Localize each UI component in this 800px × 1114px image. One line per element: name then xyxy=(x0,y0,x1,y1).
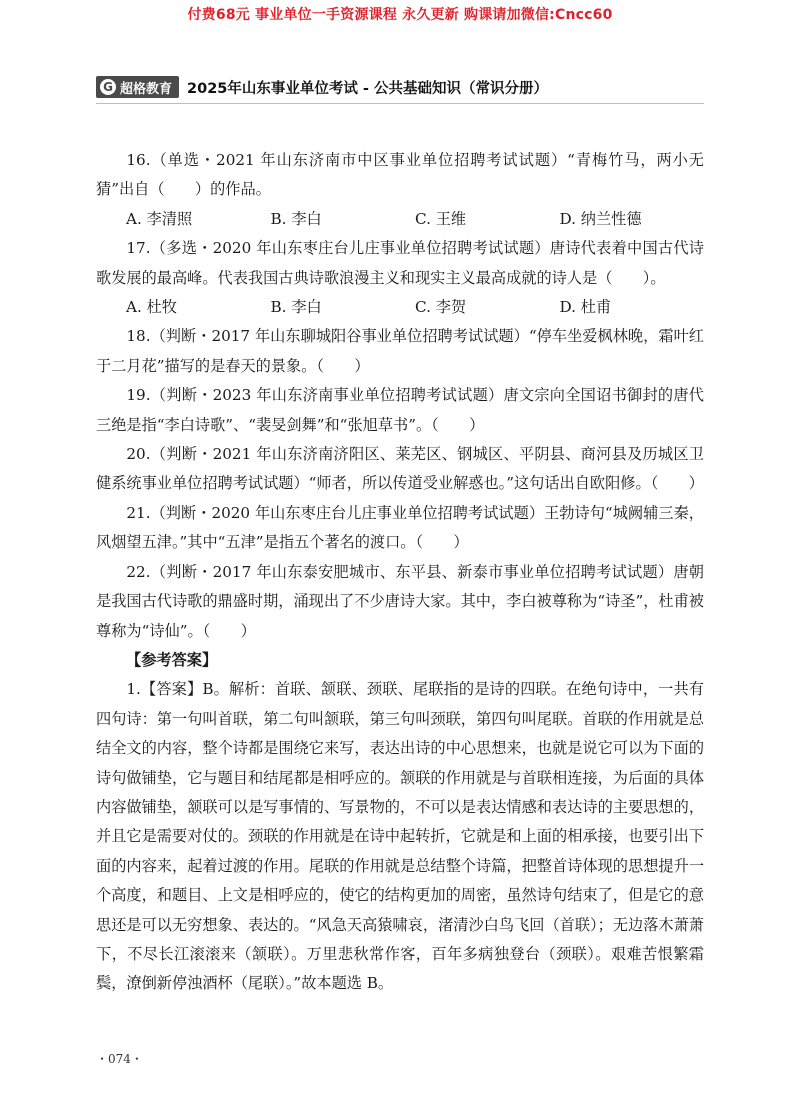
question-22: 22.（判断・2017 年山东泰安肥城市、东平县、新泰市事业单位招聘考试试题）唐朝是我国古代诗歌的鼎盛时期，涌现出了不少唐诗大家。其中，李白被尊称为“诗圣”，杜甫被尊称为“诗仙”。（ ） xyxy=(96,562,704,640)
option-c: C. 李贺 xyxy=(415,298,467,317)
option-d: D. 杜甫 xyxy=(559,298,612,317)
logo-text: 超格教育 xyxy=(120,81,173,97)
brand-logo xyxy=(96,76,179,98)
logo-mark-icon: G xyxy=(100,79,116,95)
option-c: C. 王维 xyxy=(415,209,467,228)
option-b: B. 李白 xyxy=(270,298,322,317)
question-21: 21.（判断・2020 年山东枣庄台儿庄事业单位招聘考试试题）王勃诗句“城阙辅三秦，风烟望五津。”其中“五津”是指五个著名的渡口。（ ） xyxy=(96,503,704,552)
option-a: A. 杜牧 xyxy=(126,298,177,317)
promo-banner: 付费68元 事业单位一手资源课程 永久更新 购课请加微信:Cncc60 xyxy=(187,7,613,23)
header-divider xyxy=(96,103,704,104)
option-a: A. 李清照 xyxy=(126,209,193,228)
question-18: 18.（判断・2017 年山东聊城阳谷事业单位招聘考试试题）“停车坐爱枫林晚，霜叶红于二月花”描写的是春天的景象。（ ） xyxy=(96,327,704,375)
option-d: D. 纳兰性德 xyxy=(559,209,642,228)
option-b: B. 李白 xyxy=(270,209,322,228)
header-title: 2025年山东事业单位考试 - 公共基础知识（常识分册） xyxy=(187,80,548,97)
page-header xyxy=(96,73,704,101)
question-19: 19.（判断・2023 年山东济南事业单位招聘考试试题）唐文宗向全国诏书御封的唐代三绝是指“李白诗歌”、“裴旻剑舞”和“张旭草书”。（ ） xyxy=(96,386,704,434)
page-number: ・074・ xyxy=(96,1052,143,1066)
answer-heading: 【参考答案】 xyxy=(126,650,218,669)
answer-1: 1.【答案】B。解析：首联、颔联、颈联、尾联指的是诗的四联。在绝句诗中，一共有四句诗：第一句叫首联，第二句叫颔联，第三句叫颈联，第四句叫尾联。首联的作用就是总结全文的内容，整个诗都是围绕它来写，表达出诗的中心思想来，也就是说它可以为下面的诗句做铺垫，它与题目和结尾都是相呼应的。颔联的作用就是与首联相连接，为后面的具体内容做铺垫，颔联可以是写事情的、写景物的，不可以是表达情感和表达诗的主要思想的，并且它是需要对仗的。颈联的作用就是在诗中起转折，它就是和上面的相承接，也要引出下面的内容来，起着过渡的作用。尾联的作用就是总结整个诗篇，把整首诗体现的思想提升一个高度，和题目、上文是相呼应的，使它的结构更加的周密，虽然诗句结束了，但是它的意思还是可以无穷想象、表达的。“风急天高猿啸哀，渚清沙白鸟飞回（首联）；无边落木萧萧下，不尽长江滚滚来（颔联）。万里悲秋常作客，百年多病独登台（颈联）。艰难苦恨繁霜鬓，潦倒新停浊酒杯（尾联）。”故本题选 B。 xyxy=(96,680,704,993)
question-16: 16.（单选・2021 年山东济南市中区事业单位招聘考试试题）“青梅竹马，两小无猜”出自（ ）的作品。 xyxy=(96,151,704,199)
question-17-options xyxy=(96,293,704,322)
question-20: 20.（判断・2021 年山东济南济阳区、莱芜区、钢城区、平阴县、商河县及历城区卫健系统事业单位招聘考试试题）“师者，所以传道受业解惑也。”这句话出自欧阳修。（ ） xyxy=(96,445,704,493)
question-17: 17.（多选・2020 年山东枣庄台儿庄事业单位招聘考试试题）唐诗代表着中国古代诗歌发展的最高峰。代表我国古典诗歌浪漫主义和现实主义最高成就的诗人是（ ）。 xyxy=(96,239,704,287)
question-16-options xyxy=(96,205,704,234)
document-body xyxy=(96,146,704,999)
